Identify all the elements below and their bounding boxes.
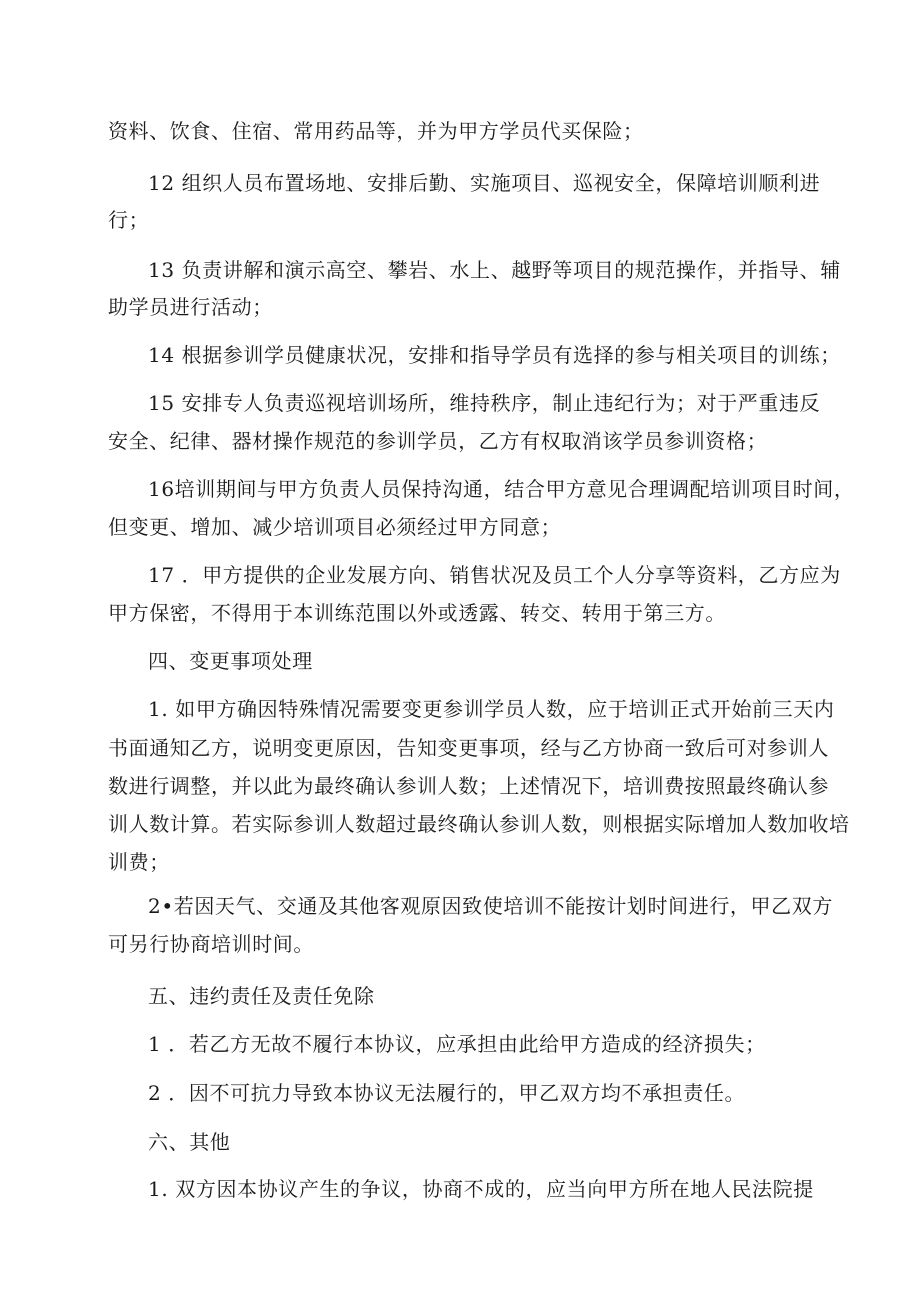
section-heading: 四、变更事项处理: [148, 649, 313, 673]
text-line: 训费；: [108, 850, 170, 874]
text-line: 资料、饮食、住宿、常用药品等，并为甲方学员代买保险；: [108, 119, 644, 143]
text-line: 安全、纪律、器材操作规范的参训学员，乙方有权取消该学员参训资格；: [108, 429, 768, 453]
section-heading: 六、其他: [148, 1130, 231, 1154]
text-line: 助学员进行活动；: [108, 295, 273, 319]
text-line: 书面通知乙方，说明变更原因，告知变更事项，经与乙方协商一致后可对参训人: [108, 736, 829, 760]
text-line: 16培训期间与甲方负责人员保持沟通，结合甲方意见合理调配培训项目时间，: [148, 477, 855, 501]
text-line: 17 ．甲方提供的企业发展方向、销售状况及员工个人分享等资料，乙方应为: [148, 563, 841, 587]
text-line: 行；: [108, 208, 150, 232]
text-line: 但变更、增加、减少培训项目必须经过甲方同意；: [108, 515, 562, 539]
text-line: 训人数计算。若实际参训人数超过最终确认参训人数，则根据实际增加人数加收培: [108, 812, 850, 836]
text-line: 可另行协商培训时间。: [108, 932, 314, 956]
text-line: 1 ．若乙方无故不履行本协议，应承担由此给甲方造成的经济损失；: [148, 1032, 766, 1056]
text-line: 甲方保密，不得用于本训练范围以外或透露、转交、转用于第三方。: [108, 601, 726, 625]
text-line: 13 负责讲解和演示高空、攀岩、水上、越野等项目的规范操作，并指导、辅: [148, 258, 841, 282]
text-line: 数进行调整，并以此为最终确认参训人数；上述情况下，培训费按照最终确认参: [108, 774, 829, 798]
section-heading: 五、违约责任及责任免除: [148, 984, 375, 1008]
text-line: 12 组织人员布置场地、安排后勤、实施项目、巡视安全，保障培训顺利进: [148, 171, 821, 195]
text-line: 2•若因天气、交通及其他客观原因致使培训不能按计划时间进行，甲乙双方: [148, 894, 833, 918]
text-line: 1. 如甲方确因特殊情况需要变更参训学员人数，应于培训正式开始前三天内: [148, 697, 835, 721]
text-line: 14 根据参训学员健康状况，安排和指导学员有选择的参与相关项目的训练；: [148, 343, 841, 367]
text-line: 1. 双方因本协议产生的争议，协商不成的，应当向甲方所在地人民法院提: [148, 1177, 814, 1201]
text-line: 15 安排专人负责巡视培训场所，维持秩序，制止违纪行为；对于严重违反: [148, 391, 821, 415]
text-line: 2 ．因不可抗力导致本协议无法履行的，甲乙双方均不承担责任。: [148, 1081, 746, 1105]
